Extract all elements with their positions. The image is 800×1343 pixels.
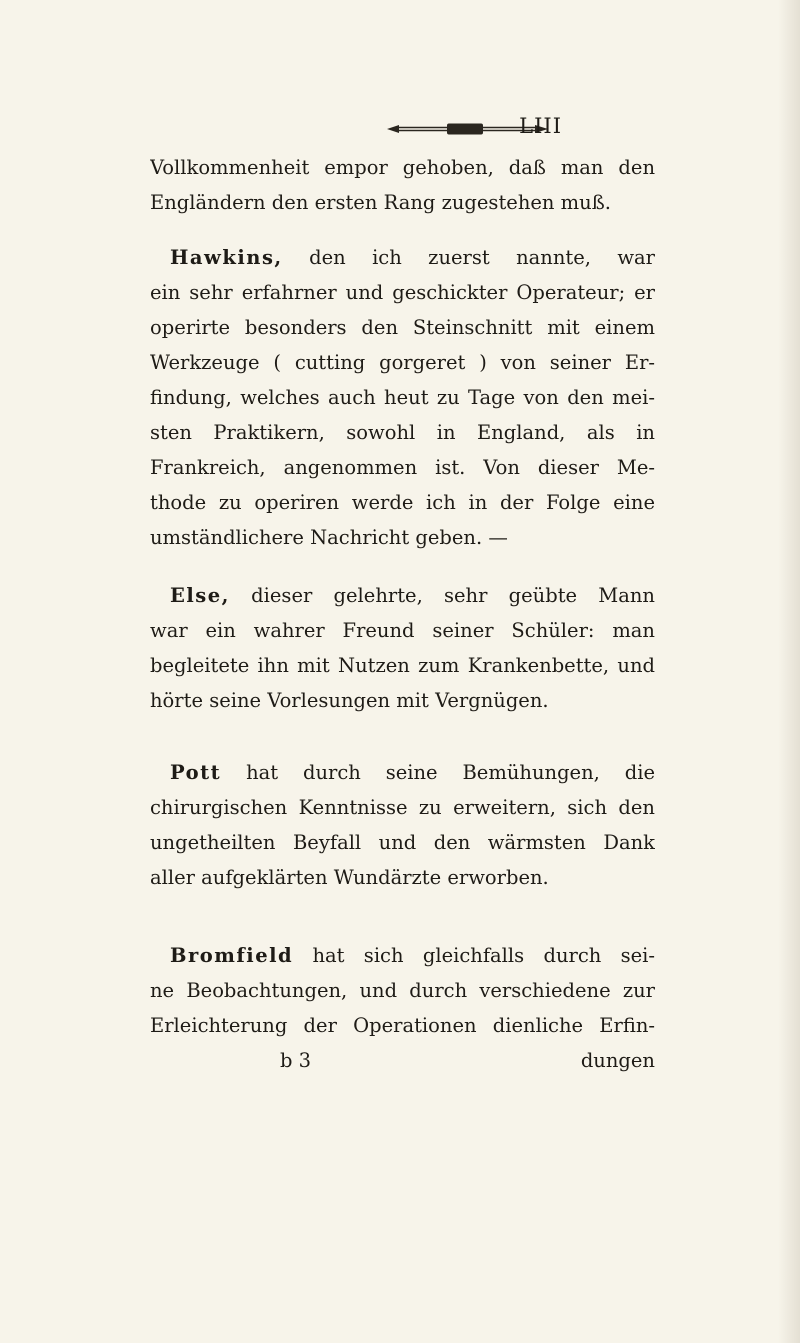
text-line: operirte besonders den Steinschnitt mit einem (150, 316, 655, 339)
text-line: findung, welches auch heut zu Tage von den mei- (150, 386, 655, 409)
text-line: Frankreich, angenommen ist. Von dieser Me- (150, 456, 655, 479)
text-line (150, 240, 655, 275)
text-fragment: hat durch seine Bemühungen, die (246, 761, 655, 784)
paragraph-bromfield (150, 938, 655, 1043)
paragraph-else (150, 578, 655, 718)
text-fragment: dieser gelehrte, sehr geübte Mann (251, 584, 655, 607)
person-name: Hawkins, (170, 246, 283, 269)
text-line: Erleichterung der Operationen dienliche Erfin- (150, 1014, 655, 1037)
text-line: thode zu operiren werde ich in der Folge eine (150, 491, 655, 514)
catchword: dungen (580, 1049, 655, 1072)
person-name: Pott (170, 761, 222, 784)
text-line: aller aufgeklärten Wundärzte erworben. (150, 866, 549, 889)
text-line: Werkzeuge ( cutting gorgeret ) von seiner Er- (150, 351, 655, 374)
text-line: Vollkommenheit empor gehoben, daß man den (150, 156, 655, 179)
text-line: chirurgischen Kenntnisse zu erweitern, sich den (150, 796, 655, 819)
text-line: umständlichere Nachricht geben. — (150, 526, 508, 549)
paragraph-pott (150, 755, 655, 895)
text-line: sten Praktikern, sowohl in England, als in (150, 421, 655, 444)
page-number: LIII (519, 114, 562, 138)
text-line: ein sehr erfahrner und geschickter Operateur; er (150, 281, 655, 304)
text-line: war ein wahrer Freund seiner Schüler: man (150, 619, 655, 642)
text-line: ne Beobachtungen, und durch verschiedene zur (150, 979, 655, 1002)
text-line (150, 938, 655, 973)
page-header (0, 112, 800, 152)
text-line: Engländern den ersten Rang zugestehen muß. (150, 191, 611, 214)
paragraph-hawkins (150, 240, 655, 555)
page-edge-shadow (778, 0, 800, 1343)
text-line: hörte seine Vorlesungen mit Vergnügen. (150, 689, 549, 712)
text-line: ungetheilten Beyfall und den wärmsten Dank (150, 831, 655, 854)
text-line (150, 578, 655, 613)
page-footer (150, 1043, 655, 1078)
text-line (150, 755, 655, 790)
text-fragment: den ich zuerst nannte, war (309, 246, 655, 269)
person-name: Else, (170, 584, 230, 607)
text-fragment: hat sich gleichfalls durch sei- (312, 944, 655, 967)
person-name: Bromfield (170, 944, 294, 967)
signature-mark: b 3 (280, 1049, 312, 1072)
text-line: begleitete ihn mit Nutzen zum Krankenbette, und (150, 654, 655, 677)
paragraph-1 (150, 150, 655, 220)
